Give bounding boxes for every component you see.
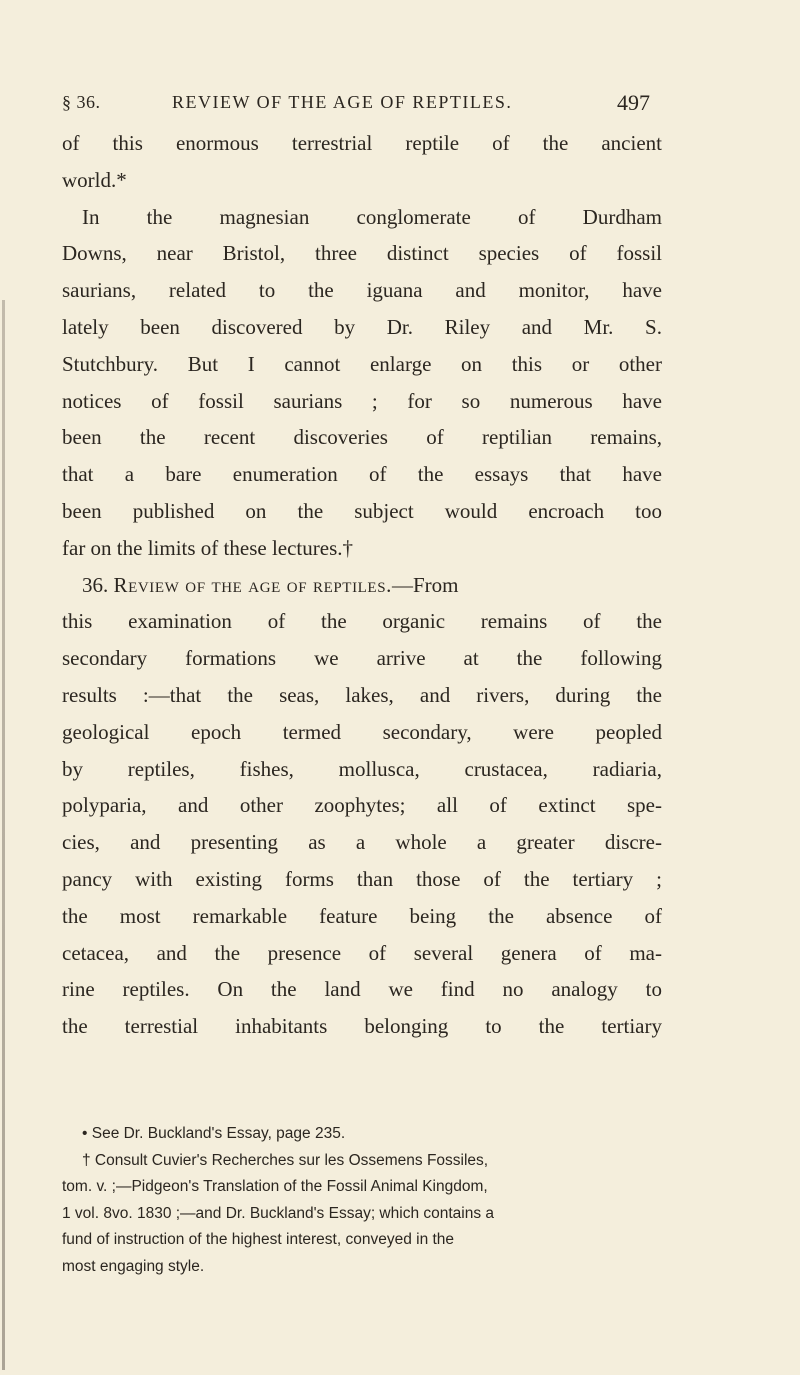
footnote-line: fund of instruction of the highest interest, conveyed in the bbox=[62, 1231, 455, 1248]
text-line: results :—that the seas, lakes, and rivers, during the bbox=[62, 682, 662, 707]
section-heading-line bbox=[62, 567, 662, 604]
section-number: 36. bbox=[82, 572, 109, 597]
text-line: Stutchbury. But I cannot enlarge on this or other bbox=[62, 351, 662, 376]
footnote-line: most engaging style. bbox=[62, 1257, 205, 1275]
text-line: world.* bbox=[62, 167, 127, 192]
text-line: notices of fossil saurians ; for so numerous have bbox=[62, 388, 662, 413]
text-line: Downs, near Bristol, three distinct species of fossil bbox=[62, 241, 662, 266]
text-line: that a bare enumeration of the essays that have bbox=[62, 462, 662, 487]
text-line: geological epoch termed secondary, were peopled bbox=[62, 719, 662, 744]
text-line: lately been discovered by Dr. Riley and Mr. S. bbox=[62, 314, 662, 339]
page-number: 497 bbox=[617, 90, 650, 115]
section-title: Review of the age of reptiles. bbox=[113, 572, 392, 597]
body-text bbox=[62, 125, 662, 1045]
text-line: rine reptiles. On the land we find no analogy to bbox=[62, 977, 662, 1002]
footnote-line: tom. v. ;—Pidgeon's Translation of the Fossil Animal Kingdom, bbox=[62, 1178, 488, 1195]
text-line: by reptiles, fishes, mollusca, crustacea, radiaria, bbox=[62, 756, 662, 781]
running-header bbox=[62, 88, 662, 118]
text-line: been the recent discoveries of reptilian remains, bbox=[62, 425, 662, 450]
text-line: far on the limits of these lectures.† bbox=[62, 535, 353, 560]
header-title: REVIEW OF THE AGE OF REPTILES. bbox=[172, 92, 513, 112]
text-line: saurians, related to the iguana and monitor, have bbox=[62, 278, 662, 303]
text-line: been published on the subject would encroach too bbox=[62, 498, 662, 523]
footnote-line: 1 vol. 8vo. 1830 ;—and Dr. Buckland's Essay; which contains a bbox=[62, 1204, 495, 1222]
text-line: cetacea, and the presence of several genera of ma- bbox=[62, 940, 662, 965]
text-line: pancy with existing forms than those of the tertiary ; bbox=[62, 866, 662, 891]
gutter-edge bbox=[2, 300, 5, 1370]
section-lead: —From bbox=[392, 572, 459, 597]
text-line: the most remarkable feature being the absence of bbox=[62, 903, 662, 928]
text-line: polyparia, and other zoophytes; all of extinct spe- bbox=[62, 793, 662, 818]
paragraph-start-line: In the magnesian conglomerate of Durdham bbox=[82, 204, 662, 229]
text-line: cies, and presenting as a whole a greater discre- bbox=[62, 830, 662, 855]
text-line: secondary formations we arrive at the following bbox=[62, 646, 662, 671]
footnote-line: † Consult Cuvier's Recherches sur les Ossemens Fossiles, bbox=[82, 1151, 489, 1169]
footnotes bbox=[62, 1121, 662, 1280]
header-section-mark: § 36. bbox=[62, 92, 101, 112]
text-line: of this enormous terrestrial reptile of the ancient bbox=[62, 131, 662, 155]
text-line: the terrestial inhabitants belonging to the tertiary bbox=[62, 1014, 662, 1039]
footnote-line: • See Dr. Buckland's Essay, page 235. bbox=[82, 1125, 346, 1142]
text-line: this examination of the organic remains of the bbox=[62, 609, 662, 634]
